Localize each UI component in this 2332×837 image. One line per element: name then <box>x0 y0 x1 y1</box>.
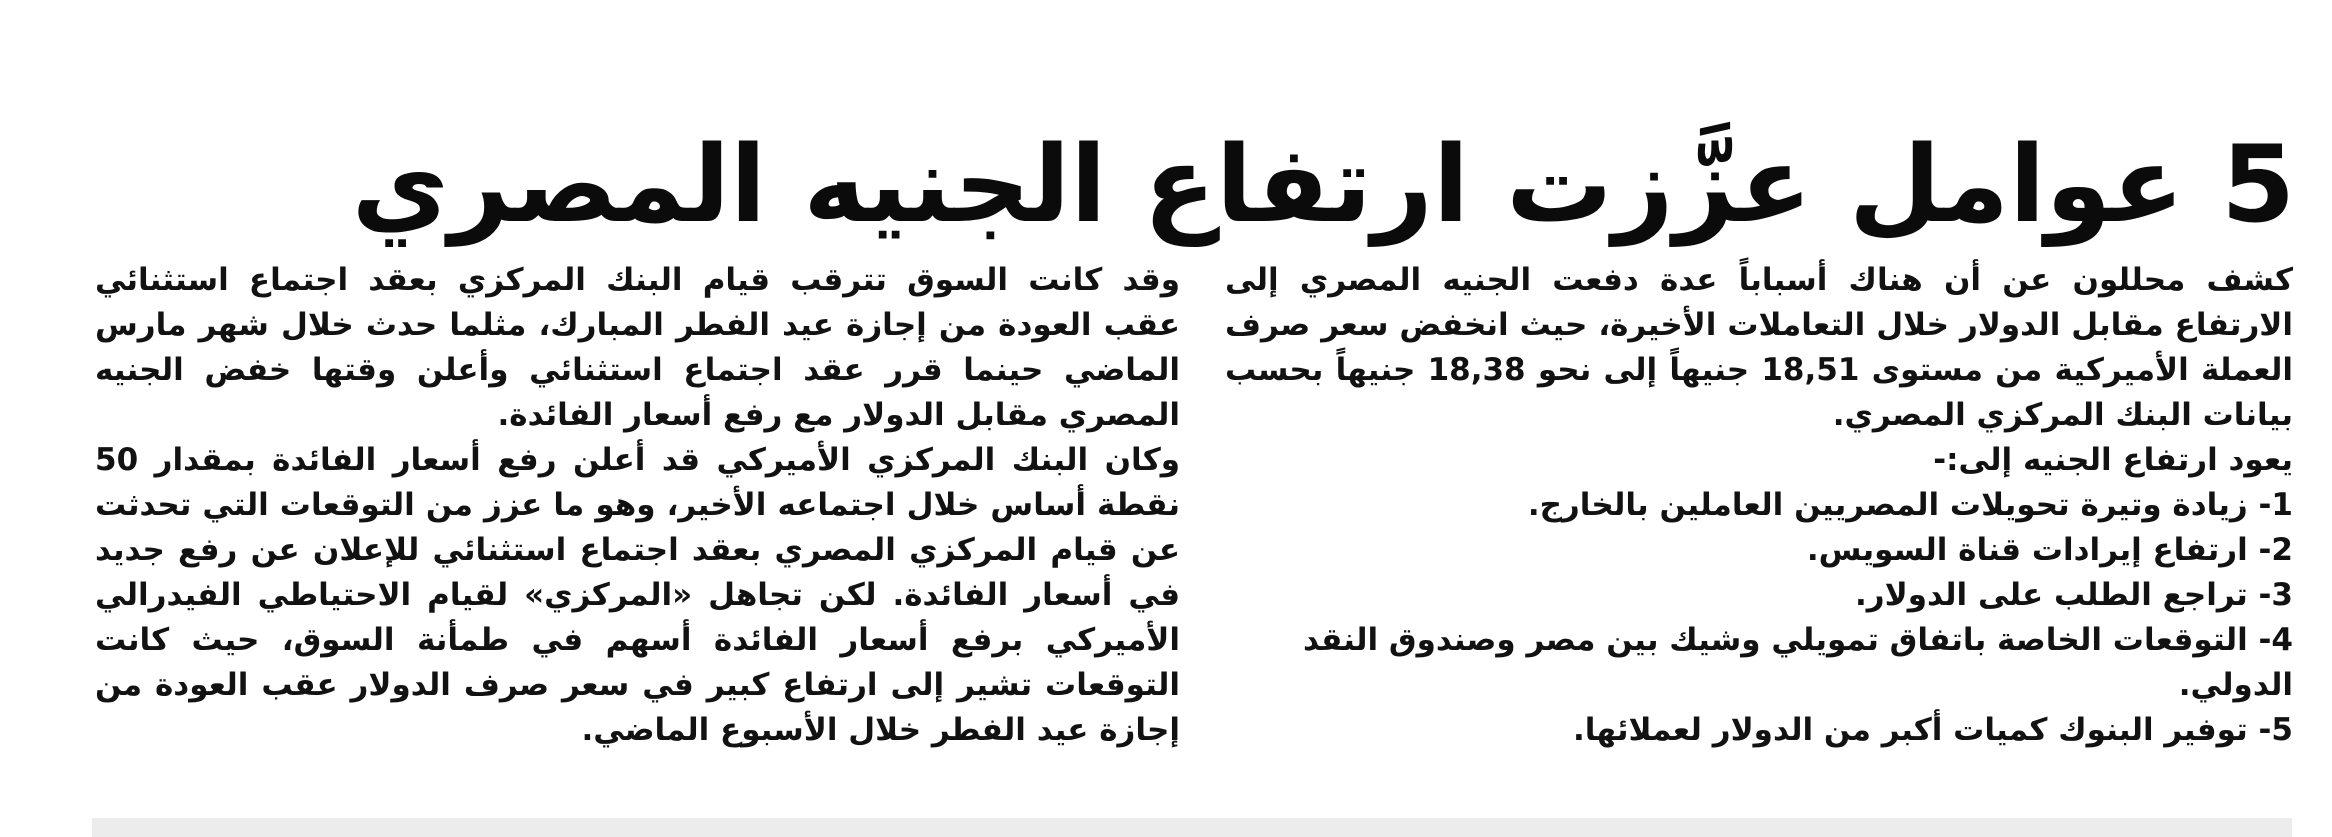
left-column <box>95 258 1180 753</box>
list-item <box>1225 483 2293 528</box>
list-item-number: 2- <box>2258 532 2293 568</box>
list-item-text: تراجع الطلب على الدولار. <box>1855 577 2248 613</box>
list-item <box>1225 573 2293 618</box>
list-heading: يعود ارتفاع الجنيه إلى:- <box>1933 442 2293 478</box>
list-item-number: 1- <box>2258 487 2293 523</box>
list-item <box>1225 618 2293 708</box>
list-item-text: ارتفاع إيرادات قناة السويس. <box>1806 532 2248 568</box>
list-item <box>1225 708 2293 753</box>
list-item-number: 5- <box>2258 712 2293 748</box>
intro-paragraph: كشف محللون عن أن هناك أسباباً عدة دفعت الجنيه المصري إلى الارتفاع مقابل الدولار خلال التعاملات الأخيرة، حيث انخفض سعر صرف العملة الأميركية من مستوى 18,51 جنيهاً إلى نحو 18,38 جنيهاً بحسب بيانات البنك المركزي المصري. <box>1225 262 2293 433</box>
body-paragraph-2: وكان البنك المركزي الأميركي قد أعلن رفع أسعار الفائدة بمقدار 50 نقطة أساس خلال اجتماعه الأخير، وهو ما عزز من التوقعات التي تحدثت عن قيام المركزي المصري بعقد اجتماع استثنائي للإعلان عن رفع جديد في أسعار الفائدة. لكن تجاهل «المركزي» لقيام الاحتياطي الفيدرالي الأميركي برفع أسعار الفائدة أسهم في طمأنة السوق، حيث كانت التوقعات تشير إلى ارتفاع كبير في سعر صرف الدولار عقب العودة من إجازة عيد الفطر خلال الأسبوع الماضي. <box>95 442 1180 748</box>
list-item-number: 4- <box>2258 622 2293 658</box>
reasons-list <box>1225 483 2293 753</box>
body-paragraph-1: وقد كانت السوق تترقب قيام البنك المركزي بعقد اجتماع استثنائي عقب العودة من إجازة عيد الفطر المبارك، مثلما حدث خلال شهر مارس الماضي حينما قرر عقد اجتماع استثنائي وأعلن وقتها خفض الجنيه المصري مقابل الدولار مع رفع أسعار الفائدة. <box>95 262 1180 433</box>
list-item-text: توفير البنوك كميات أكبر من الدولار لعملائها. <box>1572 712 2248 748</box>
list-item-text: التوقعات الخاصة باتفاق تمويلي وشيك بين مصر وصندوق النقد الدولي. <box>1302 622 2293 703</box>
headline: 5 عوامل عزَّزت ارتفاع الجنيه المصري <box>351 123 2295 247</box>
right-column <box>1225 258 2293 753</box>
footer-divider <box>92 818 2292 837</box>
list-item-text: زيادة وتيرة تحويلات المصريين العاملين بالخارج. <box>1527 487 2248 523</box>
list-item-number: 3- <box>2258 577 2293 613</box>
list-item <box>1225 528 2293 573</box>
